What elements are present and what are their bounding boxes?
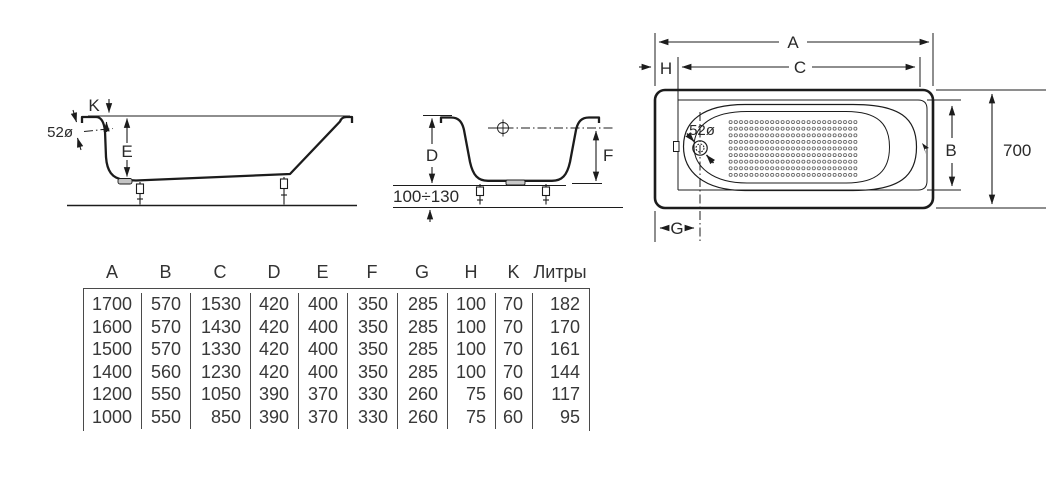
table-cell: 260: [398, 406, 448, 429]
label-a: A: [787, 33, 799, 52]
dimension-table: [83, 260, 590, 431]
table-header-cell: Литры: [533, 262, 587, 282]
table-row: [84, 406, 589, 429]
label-k: K: [88, 96, 100, 115]
table-cell: 95: [559, 406, 580, 427]
table-cell: 70: [496, 293, 533, 316]
table-cell: 1200: [84, 383, 142, 406]
table-cell: 560: [142, 361, 191, 384]
table-cell: 350: [348, 293, 398, 316]
table-cell: 117: [551, 384, 580, 405]
drain-bump: [118, 179, 132, 185]
label-leg-height-range: 100÷130: [393, 187, 460, 206]
table-cell: 350: [348, 338, 398, 361]
table-header-cell: H: [464, 262, 478, 282]
label-700: 700: [1003, 141, 1032, 160]
table-cell: 70: [496, 338, 533, 361]
cross-section-view: [393, 116, 623, 223]
anti-slip-pattern: [728, 118, 858, 179]
label-52-top: 52ø: [689, 122, 715, 139]
table-cell: 1230: [191, 361, 251, 384]
table-cell: 350: [348, 316, 398, 339]
overflow-axis-line: [84, 129, 113, 132]
table-header-cell: B: [159, 262, 172, 282]
label-c: C: [793, 58, 807, 77]
table-cell: 1500: [84, 338, 142, 361]
drain-recess: [506, 180, 525, 185]
table-cell: 400: [299, 338, 348, 361]
table-cell: 1330: [191, 338, 251, 361]
table-cell: 370: [299, 383, 348, 406]
label-b: B: [945, 141, 957, 160]
table-row: [84, 316, 589, 339]
table-cell: 285: [398, 338, 448, 361]
table-header-cell: G: [414, 262, 429, 282]
table-header-row: [83, 260, 590, 286]
table-cell: 330: [348, 383, 398, 406]
tub-section-profile: [441, 118, 599, 181]
table-cell: 330: [348, 406, 398, 429]
table-cell: 390: [251, 406, 299, 429]
table-cell: 850: [191, 406, 251, 429]
side-view-legs: [137, 177, 288, 205]
label-52-side: 52ø: [47, 124, 73, 141]
table-row: [84, 383, 589, 406]
table-cell: 1400: [84, 361, 142, 384]
table-cell: 570: [142, 293, 191, 316]
label-d: D: [425, 146, 439, 165]
cross-section-legs: [477, 184, 550, 205]
table-cell: 420: [251, 361, 299, 384]
table-cell: 70: [496, 316, 533, 339]
table-cell: 161: [549, 339, 580, 360]
table-cell: 60: [496, 406, 533, 429]
side-view: [67, 99, 357, 206]
table-cell: 1530: [191, 293, 251, 316]
table-header-cell: C: [213, 262, 227, 282]
hole-arrow-lower: [78, 138, 82, 150]
table-header-cell: E: [316, 262, 329, 282]
table-cell: 1050: [191, 383, 251, 406]
table-cell: 100: [448, 338, 496, 361]
table-cell: 400: [299, 361, 348, 384]
table-cell: 285: [398, 293, 448, 316]
table-header-cell: K: [507, 262, 520, 282]
table-header-cell: F: [366, 262, 378, 282]
table-row: [84, 293, 589, 316]
table-row: [84, 338, 589, 361]
table-cell: 420: [251, 316, 299, 339]
table-cell: 285: [398, 316, 448, 339]
pointer-mark: [922, 143, 929, 154]
table-cell: 550: [142, 383, 191, 406]
table-cell: 70: [496, 361, 533, 384]
label-e: E: [121, 142, 133, 161]
table-cell: 370: [299, 406, 348, 429]
hole-arrow-upper: [73, 110, 77, 122]
table-cell: 1000: [84, 406, 142, 429]
table-cell: 1430: [191, 316, 251, 339]
label-f: F: [603, 146, 614, 165]
table-cell: 100: [448, 293, 496, 316]
table-cell: 170: [549, 316, 580, 337]
table-row: [84, 361, 589, 384]
table-cell: 60: [496, 383, 533, 406]
table-cell: 550: [142, 406, 191, 429]
table-cell: 260: [398, 383, 448, 406]
table-cell: 75: [448, 406, 496, 429]
crosshair-icon: [495, 120, 512, 137]
table-cell: 390: [251, 383, 299, 406]
label-g: G: [670, 219, 684, 238]
table-cell: 400: [299, 293, 348, 316]
table-cell: 1600: [84, 316, 142, 339]
table-cell: 144: [549, 361, 580, 382]
table-cell: 570: [142, 338, 191, 361]
table-cell: 400: [299, 316, 348, 339]
table-body: [83, 288, 590, 431]
table-cell: 420: [251, 338, 299, 361]
table-cell: 100: [448, 361, 496, 384]
table-cell: 182: [549, 294, 580, 314]
table-cell: 420: [251, 293, 299, 316]
overflow-notch: [674, 142, 680, 152]
table-cell: 75: [448, 383, 496, 406]
table-cell: 100: [448, 316, 496, 339]
table-header-cell: A: [105, 262, 118, 282]
table-cell: 285: [398, 361, 448, 384]
table-cell: 1700: [84, 293, 142, 316]
label-h: H: [659, 59, 673, 78]
table-cell: 350: [348, 361, 398, 384]
table-header-cell: D: [267, 262, 281, 282]
table-cell: 570: [142, 316, 191, 339]
